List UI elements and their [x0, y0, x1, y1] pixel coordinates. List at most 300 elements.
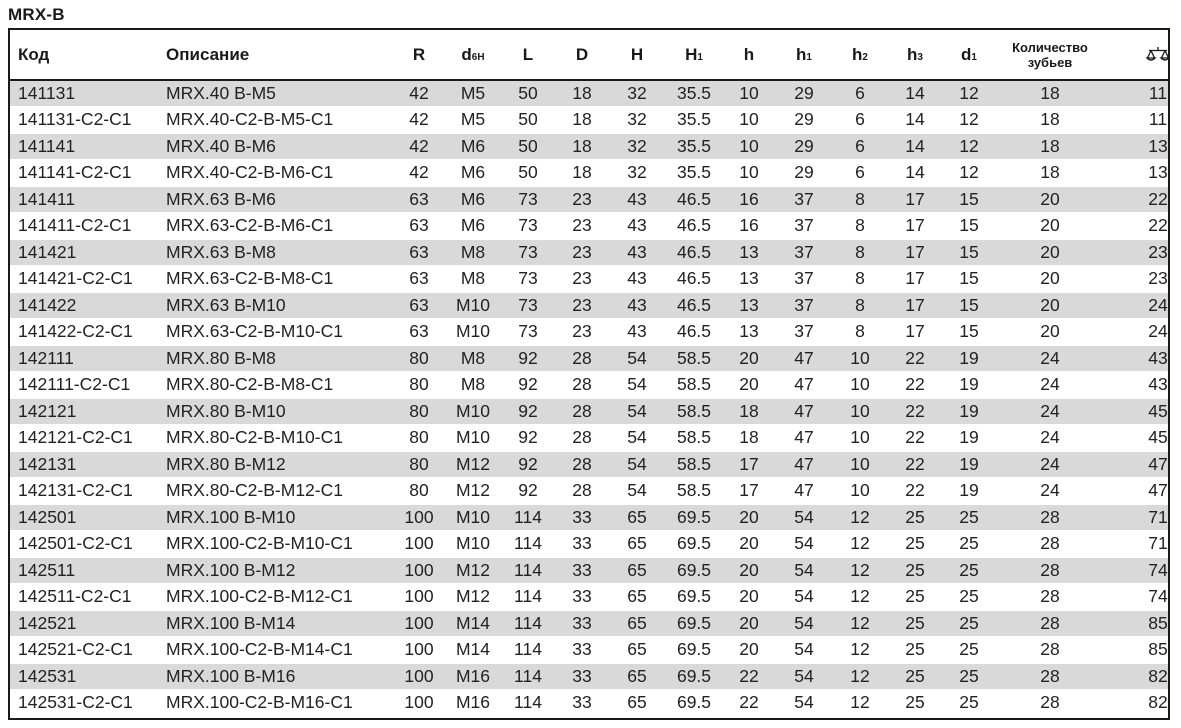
cell-h3: 14	[884, 133, 946, 160]
cell-h2: 10	[836, 425, 884, 452]
cell-h1-lower: 54	[772, 584, 836, 611]
cell-l: 73	[504, 292, 552, 319]
cell-h2: 10	[836, 451, 884, 478]
table-row	[10, 186, 1170, 213]
header-h1-upper: H1	[662, 30, 726, 80]
cell-teeth-count: 18	[992, 133, 1108, 160]
cell-d1: 15	[946, 266, 992, 293]
cell-h2: 12	[836, 531, 884, 558]
cell-teeth-count: 28	[992, 531, 1108, 558]
cell-code: 141131	[10, 80, 158, 107]
cell-h1-lower: 37	[772, 319, 836, 346]
cell-l: 73	[504, 213, 552, 240]
cell-l: 92	[504, 478, 552, 505]
cell-teeth-count: 28	[992, 584, 1108, 611]
cell-teeth-count: 18	[992, 160, 1108, 187]
cell-description: MRX.80 B-M10	[158, 398, 396, 425]
header-h-upper: H	[612, 30, 662, 80]
cell-h1-lower: 37	[772, 292, 836, 319]
cell-d1: 15	[946, 239, 992, 266]
cell-description: MRX.63 B-M6	[158, 186, 396, 213]
cell-h2: 6	[836, 107, 884, 134]
cell-weight: 22	[1108, 186, 1170, 213]
header-description: Описание	[158, 30, 396, 80]
cell-h1-lower: 47	[772, 451, 836, 478]
cell-h1-lower: 29	[772, 107, 836, 134]
cell-r: 80	[396, 451, 442, 478]
cell-h-lower: 20	[726, 372, 772, 399]
table-row	[10, 398, 1170, 425]
cell-h3: 25	[884, 504, 946, 531]
cell-h1-lower: 54	[772, 663, 836, 690]
cell-h1-lower: 47	[772, 398, 836, 425]
cell-code: 142501-C2-C1	[10, 531, 158, 558]
table-row	[10, 504, 1170, 531]
cell-d6h: M12	[442, 557, 504, 584]
cell-description: MRX.63 B-M10	[158, 292, 396, 319]
cell-weight: 22	[1108, 213, 1170, 240]
cell-teeth-count: 24	[992, 425, 1108, 452]
cell-h1-upper: 46.5	[662, 213, 726, 240]
table-row	[10, 319, 1170, 346]
cell-h3: 25	[884, 637, 946, 664]
cell-h1-upper: 46.5	[662, 186, 726, 213]
cell-h2: 6	[836, 160, 884, 187]
cell-r: 63	[396, 319, 442, 346]
table-body	[10, 80, 1170, 716]
cell-d6h: M8	[442, 266, 504, 293]
cell-d: 33	[552, 690, 612, 717]
table-row	[10, 663, 1170, 690]
cell-d1: 19	[946, 398, 992, 425]
cell-h1-lower: 37	[772, 213, 836, 240]
cell-h3: 25	[884, 690, 946, 717]
cell-code: 141421	[10, 239, 158, 266]
cell-h-upper: 54	[612, 372, 662, 399]
table-header-row	[10, 30, 1170, 80]
cell-code: 141131-C2-C1	[10, 107, 158, 134]
cell-code: 142121	[10, 398, 158, 425]
cell-h3: 17	[884, 292, 946, 319]
cell-teeth-count: 24	[992, 398, 1108, 425]
cell-h1-upper: 58.5	[662, 478, 726, 505]
cell-d: 28	[552, 398, 612, 425]
cell-l: 114	[504, 531, 552, 558]
cell-h1-upper: 35.5	[662, 133, 726, 160]
cell-h2: 8	[836, 266, 884, 293]
cell-code: 142111	[10, 345, 158, 372]
cell-description: MRX.63-C2-B-M6-C1	[158, 213, 396, 240]
cell-h-lower: 17	[726, 451, 772, 478]
cell-h3: 25	[884, 663, 946, 690]
cell-h1-upper: 58.5	[662, 451, 726, 478]
cell-h1-upper: 46.5	[662, 292, 726, 319]
cell-description: MRX.80-C2-B-M8-C1	[158, 372, 396, 399]
cell-h2: 8	[836, 213, 884, 240]
cell-h1-lower: 29	[772, 160, 836, 187]
cell-d1: 25	[946, 531, 992, 558]
cell-d1: 19	[946, 425, 992, 452]
cell-teeth-count: 20	[992, 186, 1108, 213]
cell-code: 141411	[10, 186, 158, 213]
cell-h2: 10	[836, 372, 884, 399]
cell-d: 23	[552, 266, 612, 293]
cell-weight: 47	[1108, 451, 1170, 478]
cell-d6h: M6	[442, 133, 504, 160]
cell-code: 142511-C2-C1	[10, 584, 158, 611]
cell-d6h: M16	[442, 663, 504, 690]
cell-teeth-count: 20	[992, 239, 1108, 266]
cell-r: 80	[396, 398, 442, 425]
cell-d: 33	[552, 557, 612, 584]
cell-d: 33	[552, 504, 612, 531]
cell-description: MRX.80 B-M8	[158, 345, 396, 372]
cell-weight: 82	[1108, 690, 1170, 717]
cell-r: 63	[396, 239, 442, 266]
header-h1-lower: h1	[772, 30, 836, 80]
cell-h1-lower: 47	[772, 478, 836, 505]
scale-icon	[1108, 30, 1170, 80]
cell-h-upper: 43	[612, 266, 662, 293]
cell-h1-upper: 69.5	[662, 557, 726, 584]
cell-description: MRX.100-C2-B-M12-C1	[158, 584, 396, 611]
cell-r: 42	[396, 160, 442, 187]
cell-weight: 74	[1108, 557, 1170, 584]
cell-d1: 25	[946, 610, 992, 637]
cell-description: MRX.80-C2-B-M10-C1	[158, 425, 396, 452]
cell-h-lower: 22	[726, 663, 772, 690]
cell-code: 141422	[10, 292, 158, 319]
cell-h-upper: 43	[612, 292, 662, 319]
cell-l: 114	[504, 610, 552, 637]
cell-weight: 71	[1108, 531, 1170, 558]
cell-h-upper: 32	[612, 80, 662, 107]
cell-code: 142531-C2-C1	[10, 690, 158, 717]
cell-d1: 19	[946, 345, 992, 372]
table-row	[10, 239, 1170, 266]
cell-h2: 12	[836, 584, 884, 611]
cell-h1-upper: 35.5	[662, 107, 726, 134]
cell-teeth-count: 28	[992, 690, 1108, 717]
cell-d: 23	[552, 186, 612, 213]
cell-h2: 8	[836, 186, 884, 213]
table-row	[10, 637, 1170, 664]
header-code: Код	[10, 30, 158, 80]
cell-d1: 19	[946, 478, 992, 505]
cell-d6h: M14	[442, 637, 504, 664]
table-row	[10, 345, 1170, 372]
cell-teeth-count: 20	[992, 292, 1108, 319]
cell-d1: 25	[946, 504, 992, 531]
cell-l: 114	[504, 504, 552, 531]
cell-weight: 23	[1108, 266, 1170, 293]
cell-h3: 25	[884, 610, 946, 637]
cell-weight: 23	[1108, 239, 1170, 266]
cell-weight: 13	[1108, 133, 1170, 160]
cell-d1: 19	[946, 372, 992, 399]
cell-h1-lower: 54	[772, 610, 836, 637]
header-d6h: d6H	[442, 30, 504, 80]
cell-l: 73	[504, 239, 552, 266]
cell-h3: 14	[884, 160, 946, 187]
cell-h1-upper: 35.5	[662, 80, 726, 107]
header-teeth-count: Количество зубьев	[992, 30, 1108, 80]
cell-weight: 24	[1108, 319, 1170, 346]
cell-r: 100	[396, 557, 442, 584]
cell-r: 100	[396, 584, 442, 611]
cell-code: 142131	[10, 451, 158, 478]
cell-description: MRX.80-C2-B-M12-C1	[158, 478, 396, 505]
header-r: R	[396, 30, 442, 80]
cell-h1-lower: 47	[772, 345, 836, 372]
cell-description: MRX.40 B-M5	[158, 80, 396, 107]
cell-h-upper: 43	[612, 186, 662, 213]
cell-d1: 25	[946, 690, 992, 717]
cell-teeth-count: 28	[992, 504, 1108, 531]
cell-h2: 12	[836, 557, 884, 584]
cell-h3: 22	[884, 372, 946, 399]
cell-h3: 22	[884, 478, 946, 505]
cell-teeth-count: 28	[992, 637, 1108, 664]
cell-d: 33	[552, 610, 612, 637]
cell-d1: 15	[946, 213, 992, 240]
header-h2: h2	[836, 30, 884, 80]
cell-l: 92	[504, 372, 552, 399]
cell-h1-lower: 37	[772, 239, 836, 266]
cell-h-lower: 13	[726, 319, 772, 346]
cell-code: 141141	[10, 133, 158, 160]
table-row	[10, 531, 1170, 558]
cell-r: 100	[396, 690, 442, 717]
cell-d6h: M10	[442, 398, 504, 425]
header-h3: h3	[884, 30, 946, 80]
cell-h-upper: 32	[612, 133, 662, 160]
cell-description: MRX.40-C2-B-M6-C1	[158, 160, 396, 187]
cell-h-upper: 54	[612, 478, 662, 505]
cell-r: 100	[396, 637, 442, 664]
cell-h2: 12	[836, 504, 884, 531]
cell-r: 80	[396, 372, 442, 399]
cell-h2: 12	[836, 637, 884, 664]
cell-h1-upper: 69.5	[662, 637, 726, 664]
cell-h1-lower: 37	[772, 186, 836, 213]
cell-d: 33	[552, 584, 612, 611]
cell-d: 28	[552, 345, 612, 372]
table-row	[10, 690, 1170, 717]
cell-description: MRX.40 B-M6	[158, 133, 396, 160]
cell-d: 28	[552, 372, 612, 399]
cell-d6h: M12	[442, 584, 504, 611]
cell-h1-upper: 46.5	[662, 319, 726, 346]
cell-d: 23	[552, 239, 612, 266]
cell-weight: 71	[1108, 504, 1170, 531]
cell-code: 141421-C2-C1	[10, 266, 158, 293]
cell-teeth-count: 24	[992, 478, 1108, 505]
cell-h-lower: 17	[726, 478, 772, 505]
cell-h-lower: 10	[726, 160, 772, 187]
cell-h2: 6	[836, 80, 884, 107]
cell-h1-lower: 54	[772, 690, 836, 717]
cell-description: MRX.80 B-M12	[158, 451, 396, 478]
cell-r: 42	[396, 133, 442, 160]
cell-h3: 22	[884, 345, 946, 372]
cell-h-upper: 65	[612, 610, 662, 637]
cell-h1-upper: 46.5	[662, 266, 726, 293]
cell-h-lower: 20	[726, 584, 772, 611]
cell-weight: 45	[1108, 398, 1170, 425]
cell-h1-upper: 69.5	[662, 663, 726, 690]
header-h-lower: h	[726, 30, 772, 80]
cell-d6h: M14	[442, 610, 504, 637]
cell-d6h: M10	[442, 292, 504, 319]
cell-h-lower: 20	[726, 557, 772, 584]
cell-l: 92	[504, 398, 552, 425]
table-row	[10, 160, 1170, 187]
cell-r: 100	[396, 504, 442, 531]
cell-h3: 17	[884, 213, 946, 240]
cell-h-lower: 13	[726, 239, 772, 266]
cell-code: 141422-C2-C1	[10, 319, 158, 346]
cell-description: MRX.63-C2-B-M8-C1	[158, 266, 396, 293]
header-d1: d1	[946, 30, 992, 80]
cell-d6h: M12	[442, 478, 504, 505]
cell-h1-lower: 54	[772, 557, 836, 584]
cell-h-upper: 43	[612, 239, 662, 266]
cell-h-upper: 54	[612, 425, 662, 452]
cell-d: 23	[552, 213, 612, 240]
cell-d6h: M6	[442, 186, 504, 213]
cell-h-lower: 18	[726, 398, 772, 425]
cell-l: 73	[504, 266, 552, 293]
cell-h1-upper: 69.5	[662, 690, 726, 717]
cell-h1-upper: 58.5	[662, 425, 726, 452]
cell-d1: 25	[946, 584, 992, 611]
cell-h1-upper: 58.5	[662, 345, 726, 372]
cell-h-upper: 65	[612, 531, 662, 558]
table-row	[10, 372, 1170, 399]
cell-d6h: M6	[442, 213, 504, 240]
cell-d1: 12	[946, 133, 992, 160]
cell-teeth-count: 20	[992, 213, 1108, 240]
cell-l: 73	[504, 319, 552, 346]
cell-d: 23	[552, 319, 612, 346]
cell-h-lower: 20	[726, 345, 772, 372]
cell-r: 42	[396, 80, 442, 107]
cell-code: 142111-C2-C1	[10, 372, 158, 399]
cell-weight: 43	[1108, 345, 1170, 372]
cell-h1-lower: 54	[772, 531, 836, 558]
cell-d: 18	[552, 80, 612, 107]
cell-h-upper: 65	[612, 584, 662, 611]
table-row	[10, 213, 1170, 240]
cell-d: 33	[552, 637, 612, 664]
cell-h1-upper: 58.5	[662, 398, 726, 425]
cell-l: 50	[504, 80, 552, 107]
cell-h3: 22	[884, 425, 946, 452]
cell-h3: 22	[884, 451, 946, 478]
cell-h-lower: 10	[726, 80, 772, 107]
table-row	[10, 133, 1170, 160]
cell-d1: 15	[946, 292, 992, 319]
cell-h1-lower: 47	[772, 372, 836, 399]
cell-l: 50	[504, 133, 552, 160]
table-row	[10, 478, 1170, 505]
cell-h-upper: 43	[612, 213, 662, 240]
table-row	[10, 425, 1170, 452]
cell-l: 73	[504, 186, 552, 213]
cell-teeth-count: 28	[992, 610, 1108, 637]
table-row	[10, 107, 1170, 134]
cell-d1: 25	[946, 663, 992, 690]
cell-code: 142501	[10, 504, 158, 531]
cell-r: 42	[396, 107, 442, 134]
cell-h3: 22	[884, 398, 946, 425]
cell-h2: 12	[836, 610, 884, 637]
cell-h-lower: 20	[726, 504, 772, 531]
cell-code: 141411-C2-C1	[10, 213, 158, 240]
cell-d: 18	[552, 133, 612, 160]
cell-r: 80	[396, 345, 442, 372]
cell-d: 28	[552, 478, 612, 505]
cell-teeth-count: 24	[992, 372, 1108, 399]
cell-h1-lower: 29	[772, 80, 836, 107]
cell-teeth-count: 20	[992, 319, 1108, 346]
cell-h1-upper: 69.5	[662, 531, 726, 558]
cell-d1: 12	[946, 160, 992, 187]
cell-r: 63	[396, 186, 442, 213]
cell-r: 63	[396, 213, 442, 240]
cell-description: MRX.63 B-M8	[158, 239, 396, 266]
cell-d: 33	[552, 663, 612, 690]
cell-h1-lower: 54	[772, 637, 836, 664]
cell-h3: 17	[884, 266, 946, 293]
cell-code: 142121-C2-C1	[10, 425, 158, 452]
cell-weight: 11	[1108, 107, 1170, 134]
cell-h-lower: 20	[726, 531, 772, 558]
cell-d6h: M12	[442, 451, 504, 478]
cell-l: 92	[504, 425, 552, 452]
cell-h2: 10	[836, 398, 884, 425]
cell-d: 18	[552, 160, 612, 187]
cell-d6h: M8	[442, 372, 504, 399]
cell-description: MRX.100 B-M16	[158, 663, 396, 690]
cell-description: MRX.63-C2-B-M10-C1	[158, 319, 396, 346]
cell-weight: 47	[1108, 478, 1170, 505]
cell-d6h: M16	[442, 690, 504, 717]
cell-h-lower: 13	[726, 292, 772, 319]
header-d: D	[552, 30, 612, 80]
cell-d6h: M10	[442, 504, 504, 531]
cell-d1: 15	[946, 186, 992, 213]
spec-table	[10, 30, 1170, 717]
cell-weight: 13	[1108, 160, 1170, 187]
cell-h1-upper: 69.5	[662, 584, 726, 611]
cell-l: 92	[504, 345, 552, 372]
table-row	[10, 610, 1170, 637]
cell-teeth-count: 18	[992, 80, 1108, 107]
cell-h2: 10	[836, 345, 884, 372]
cell-d6h: M5	[442, 107, 504, 134]
cell-weight: 11	[1108, 80, 1170, 107]
cell-d1: 12	[946, 107, 992, 134]
cell-code: 142521-C2-C1	[10, 637, 158, 664]
cell-l: 114	[504, 690, 552, 717]
cell-h1-upper: 69.5	[662, 504, 726, 531]
cell-h-lower: 22	[726, 690, 772, 717]
cell-h1-upper: 46.5	[662, 239, 726, 266]
cell-h-lower: 10	[726, 107, 772, 134]
cell-d: 33	[552, 531, 612, 558]
